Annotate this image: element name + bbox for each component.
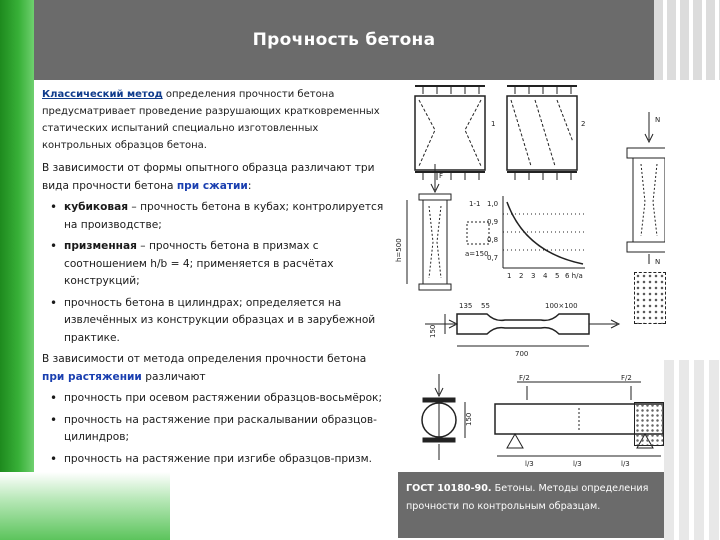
graph-xtick: 2 (519, 272, 524, 280)
test-diagrams (395, 82, 665, 470)
graph-ytick: 0,8 (487, 236, 499, 244)
force-label-n-bottom: N (655, 258, 661, 266)
eight-dim-label: 135 (459, 302, 473, 310)
bottom-accent-gradient (0, 472, 170, 540)
prism-a-label: a=150 (465, 250, 489, 258)
beam-span-label: l/3 (573, 460, 582, 468)
beam-load-label: F/2 (519, 374, 530, 382)
beam-load-label: F/2 (621, 374, 632, 382)
prism-diagram (407, 164, 489, 290)
intro-emphasis: Классический метод (42, 89, 163, 100)
intro-text: определения прочности бетона предусматривает проведение разрушающих кратковременных статических испытаний специально изготовленных контрольных образцов бетона. (42, 89, 380, 151)
graph-xtick: 5 (555, 272, 560, 280)
eight-dim-label: 150 (429, 324, 437, 338)
force-label-f: F (439, 172, 444, 180)
cube-diagram-2 (507, 86, 577, 180)
tension-lead: В зависимости от метода определения прочности бетона при растяжении различают (42, 353, 367, 383)
prism-section-label: 1-1 (469, 200, 481, 208)
beam-span-label: l/3 (525, 460, 534, 468)
compression-list (42, 199, 387, 347)
gost-text: Бетоны. Методы определения прочности по контрольным образцам. (406, 483, 649, 512)
split-dim-label: 150 (465, 412, 473, 426)
eight-dim-label: 100×100 (545, 302, 578, 310)
compression-lead: В зависимости от формы опытного образца различают три вида прочности бетона при сжатии: (42, 162, 375, 192)
intro-paragraph (42, 86, 387, 154)
graph-ytick: 1,0 (487, 200, 499, 208)
graph-xtick: 1 (507, 272, 512, 280)
list-item: • кубиковая – прочность бетона в кубах; контролируется на производстве; (42, 199, 387, 234)
main-text (42, 86, 387, 472)
list-item: • прочность при осевом растяжении образцов-восьмёрок; (42, 390, 387, 408)
split-cylinder-diagram (422, 374, 465, 460)
cube-diagram-1 (415, 86, 485, 180)
cylinder-diagram (627, 112, 665, 264)
eight-dim-label: 55 (481, 302, 490, 310)
gost-reference-box (398, 472, 664, 538)
graph-ytick: 0,7 (487, 254, 499, 262)
list-item: • прочность на растяжение при раскалывании образцов-цилиндров; (42, 412, 387, 447)
list-item: • прочность на растяжение при изгибе образцов-призм. (42, 451, 387, 469)
title-bar (34, 0, 654, 80)
decorative-stripes-bottom (664, 360, 720, 540)
graph-ytick: 0,9 (487, 218, 499, 226)
concrete-sample-texture-2 (634, 402, 664, 446)
eight-dim-label: 700 (515, 350, 529, 358)
cube-label-2: 2 (581, 120, 586, 128)
list-item: • призменная – прочность бетона в призмах с соотношением h/b = 4; применяется в расчётах конструкций; (42, 238, 387, 291)
compression-highlight: при сжатии (176, 179, 248, 192)
tension-highlight: при растяжении (42, 370, 142, 383)
list-item: • прочность бетона в цилиндрах; определяется на извлечённых из конструкции образцах и в зарубежной практике. (42, 295, 387, 348)
gost-code: ГОСТ 10180-90. (406, 483, 492, 494)
page-title: Прочность бетона (252, 30, 436, 50)
decorative-stripes-top (654, 0, 720, 80)
graph-xtick: 4 (543, 272, 548, 280)
concrete-sample-texture-1 (634, 272, 666, 324)
cube-label-1: 1 (491, 120, 496, 128)
beam-span-label: l/3 (621, 460, 630, 468)
strength-ratio-graph (503, 196, 585, 268)
left-accent-bar (0, 0, 34, 540)
force-label-n-top: N (655, 116, 661, 124)
tension-list (42, 390, 387, 468)
graph-xtick: 3 (531, 272, 536, 280)
graph-xtick: 6 h/a (565, 272, 583, 280)
prism-height-label: h=500 (395, 238, 403, 262)
eight-specimen-diagram (425, 314, 619, 346)
